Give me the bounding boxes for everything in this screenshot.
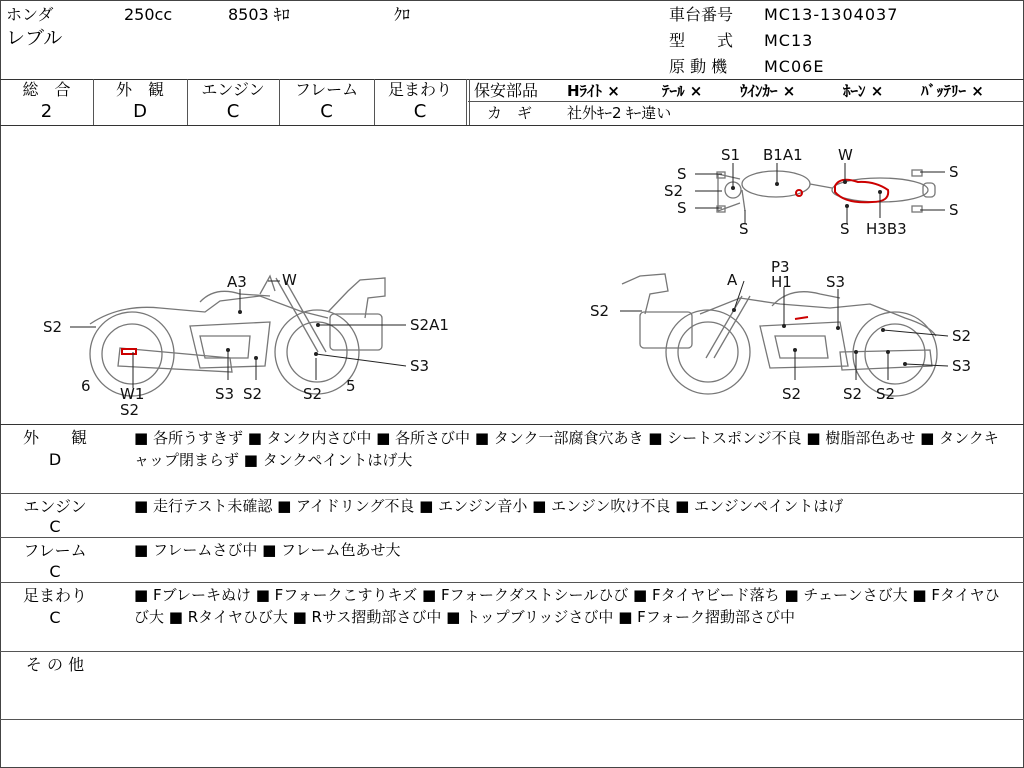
label-s: S xyxy=(739,220,749,238)
displacement: 250cc xyxy=(124,5,173,24)
label-s2: S2 xyxy=(243,385,263,403)
label-b1a1: B1A1 xyxy=(763,146,803,164)
damage-mark xyxy=(122,349,136,354)
label-s2: S2 xyxy=(876,385,896,403)
type-label: 型 式 xyxy=(669,31,734,50)
label-s1: S1 xyxy=(721,146,741,164)
type-value: MC13 xyxy=(764,31,814,50)
left-side-bike xyxy=(90,276,385,396)
divider xyxy=(469,79,470,125)
safety-battery: ﾊﾞｯﾃﾘｰ × xyxy=(921,82,984,100)
grade-overall-label: 総 合 xyxy=(22,80,71,99)
label-s2: S2 xyxy=(782,385,802,403)
right-side-bike xyxy=(622,274,937,396)
label-s2: S2 xyxy=(952,327,972,345)
remark-other-label: そ の 他 xyxy=(25,655,85,674)
label-s: S xyxy=(949,201,959,219)
grade-suspension-label: 足まわり xyxy=(387,80,452,99)
label-s3: S3 xyxy=(952,357,972,375)
engine-label: 原 動 機 xyxy=(669,57,728,76)
chassis-label: 車台番号 xyxy=(669,5,734,24)
label-s3: S3 xyxy=(410,357,430,375)
label-h1: H1 xyxy=(771,273,792,291)
label-h3b3: H3B3 xyxy=(866,220,907,238)
remark-exterior-label: 外 観 xyxy=(22,428,87,447)
remark-suspension-grade: C xyxy=(49,608,61,627)
label-s: S xyxy=(840,220,850,238)
grade-engine-value: C xyxy=(226,101,240,122)
label-s: S xyxy=(677,165,687,183)
chassis-value: MC13-1304037 xyxy=(764,5,899,24)
label-w: W xyxy=(282,271,297,289)
model-name: レブル xyxy=(6,27,63,49)
label-s: S xyxy=(677,199,687,217)
label-s3: S3 xyxy=(826,273,846,291)
safety-parts-label: 保安部品 xyxy=(474,81,539,100)
label-s2: S2 xyxy=(120,401,140,419)
key-label: カ ギ xyxy=(487,104,533,122)
label-6: 6 xyxy=(81,377,91,395)
divider xyxy=(0,651,1024,652)
divider xyxy=(0,719,1024,720)
divider xyxy=(0,537,1024,538)
remark-exterior-grade: D xyxy=(48,450,62,469)
remark-frame-label: フレーム xyxy=(23,541,87,560)
grade-overall-value: 2 xyxy=(40,101,53,122)
divider xyxy=(468,101,1024,102)
grade-engine-label: エンジン xyxy=(201,80,265,99)
safety-winker: ｳｲﾝｶｰ × xyxy=(740,82,796,100)
remark-engine-grade: C xyxy=(49,517,61,536)
remark-engine-label: エンジン xyxy=(23,497,87,516)
maker: ホンダ xyxy=(6,5,54,24)
safety-headlight: Hﾗｲﾄ × xyxy=(567,82,620,100)
divider xyxy=(0,493,1024,494)
label-w1: W1 xyxy=(120,385,145,403)
grade-frame-value: C xyxy=(320,101,333,122)
remark-frame-grade: C xyxy=(49,562,61,581)
diagram-leaders xyxy=(70,163,948,388)
label-s2: S2 xyxy=(43,318,63,336)
label-a: A xyxy=(727,271,738,289)
key-value: 社外ｷｰ2 ｷｰ違い xyxy=(567,104,672,122)
label-p3: P3 xyxy=(771,258,790,276)
remark-engine-text: ■ 走行テスト未確認 ■ アイドリング不良 ■ エンジン音小 ■ エンジン吹け不良 ■ エンジンペイントはげ xyxy=(134,497,844,515)
label-s2a1: S2A1 xyxy=(410,316,449,334)
label-s2: S2 xyxy=(303,385,323,403)
label-s2: S2 xyxy=(590,302,610,320)
label-a3: A3 xyxy=(227,273,247,291)
damage-mark xyxy=(795,317,808,319)
label-s: S xyxy=(949,163,959,181)
label-s2: S2 xyxy=(843,385,863,403)
divider xyxy=(0,582,1024,583)
remark-exterior-text: ■ 各所うすきず ■ タンク内さび中 ■ 各所さび中 ■ タンク一部腐食穴あき ■ シートスポンジ不良 ■ 樹脂部色あせ ■ タンクキャップ閉まらず ■ タンクペイントはげ大 xyxy=(134,429,999,469)
label-s2: S2 xyxy=(664,182,684,200)
remark-frame-text: ■ フレームさび中 ■ フレーム色あせ大 xyxy=(134,541,401,559)
label-s3: S3 xyxy=(215,385,235,403)
damage-diagram xyxy=(0,126,1024,424)
divider xyxy=(466,79,467,125)
safety-taillight: ﾃｰﾙ × xyxy=(662,82,703,100)
divider xyxy=(0,424,1024,425)
label-w: W xyxy=(838,146,853,164)
engine-value: MC06E xyxy=(764,57,825,76)
grade-exterior-value: D xyxy=(133,101,147,122)
mileage: 8503 ｷﾛ xyxy=(228,5,290,24)
safety-horn: ﾎｰﾝ × xyxy=(843,82,884,100)
grade-suspension-value: C xyxy=(413,101,427,122)
label-5: 5 xyxy=(346,377,356,395)
remark-suspension-text: ■ Fブレーキぬけ ■ Fフォークこすりキズ ■ Fフォークダストシールひび ■ Fタイヤビード落ち ■ チェーンさび大 ■ Fタイヤひび大 ■ Rタイヤひび大 ■ Rサス摺動部さび中 ■ トップブリッジさび中 ■ Fフォーク摺動部さび中 xyxy=(134,586,1000,626)
color: ｸﾛ xyxy=(394,5,411,24)
remark-suspension-label: 足まわり xyxy=(22,586,87,605)
grade-frame-label: フレーム xyxy=(294,80,359,99)
grade-exterior-label: 外 観 xyxy=(115,80,164,99)
top-view-bike xyxy=(717,170,935,212)
